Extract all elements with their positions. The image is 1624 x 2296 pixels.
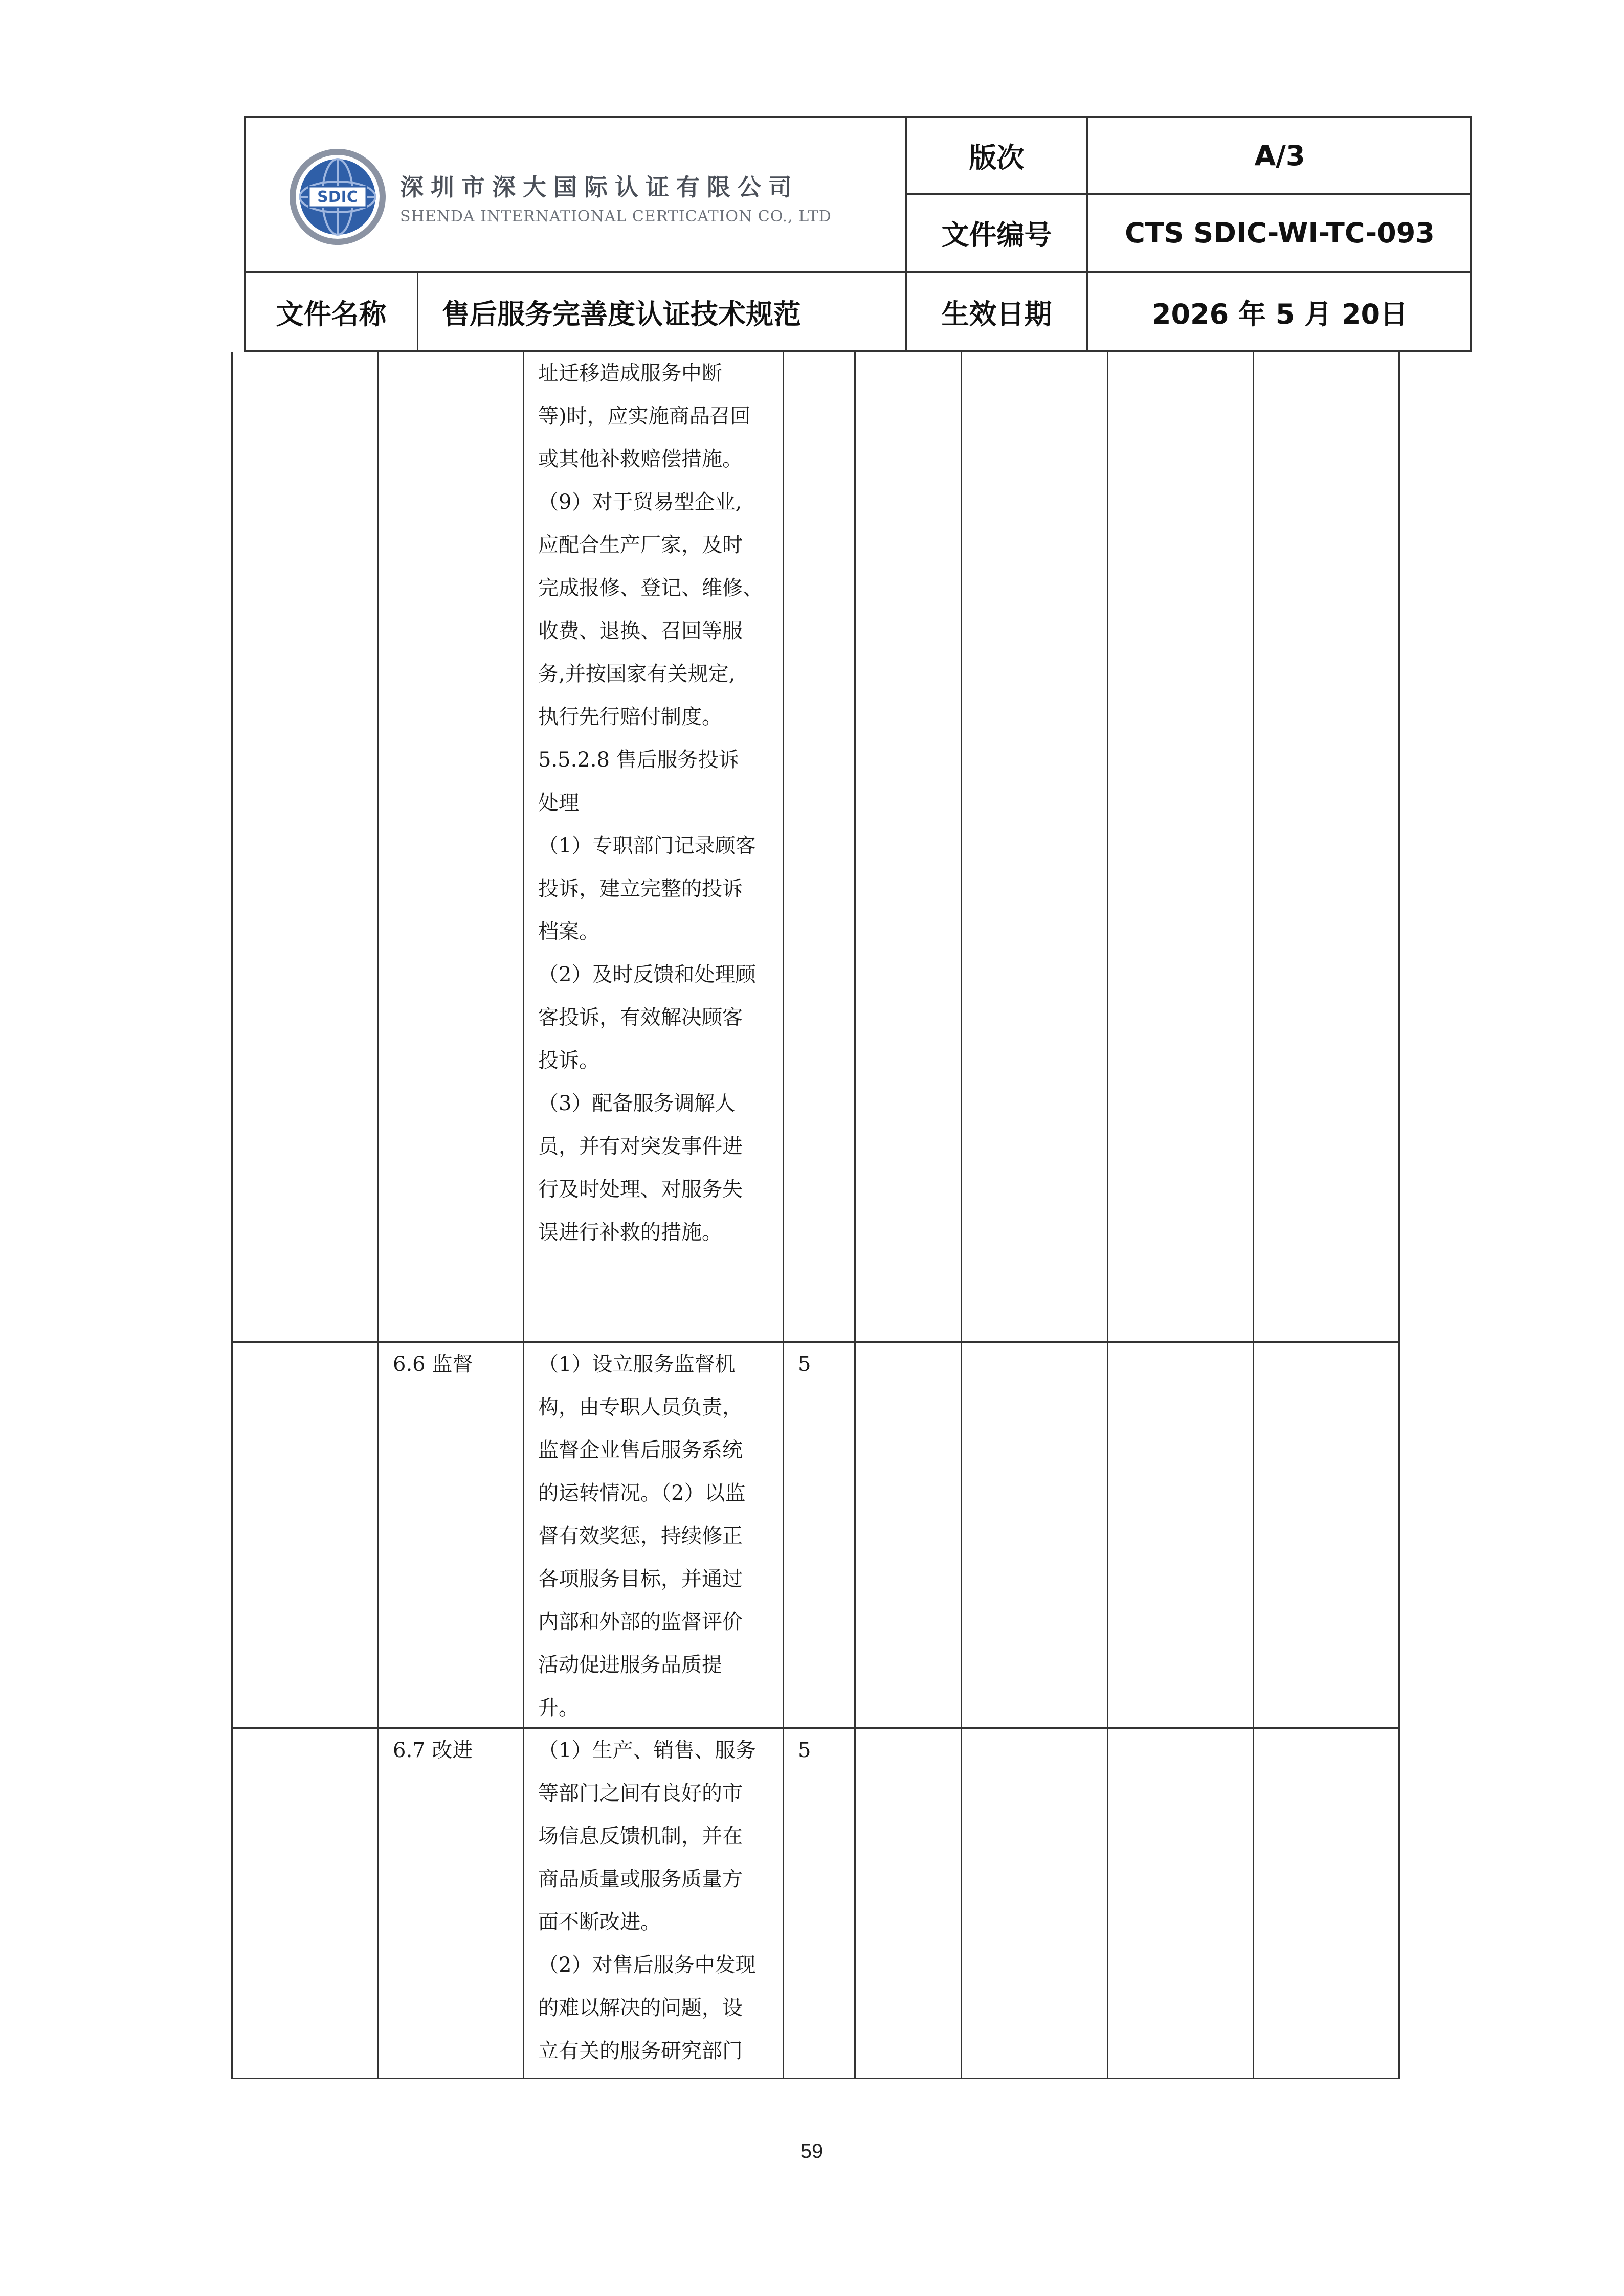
- item-cell: 6.6 监督: [393, 1353, 473, 1376]
- page-number: 59: [800, 2140, 824, 2163]
- doc-name-value: 售后服务完善度认证技术规范: [442, 298, 801, 330]
- sdic-globe-logo-icon: [286, 146, 389, 248]
- company-name-en: SHENDA INTERNATIONAL CERTICATION CO., LTD: [400, 207, 832, 226]
- content-cell: （1）设立服务监督机 构，由专职人员负责， 监督企业售后服务系统 的运转情况。（2）以监 督有效奖惩，持续修正 各项服务目标，并通过 内部和外部的监督评价 活动促进服务品质提 升。: [538, 1353, 746, 1720]
- table-row: [231, 1729, 1400, 2079]
- content-cell: （1）生产、销售、服务 等部门之间有良好的市 场信息反馈机制，并在 商品质量或服务质量方 面不断改进。 （2）对售后服务中发现 的难以解决的问题，设 立有关的服务研究部门: [538, 1739, 756, 2063]
- doc-name-label: 文件名称: [276, 298, 387, 330]
- table-row: [231, 352, 1400, 1341]
- doc-number-value: CTS SDIC-WI-TC-093: [1125, 217, 1435, 249]
- score-cell: 5: [798, 1739, 811, 1762]
- effective-date-value: 2026 年 5 月 20日: [1151, 298, 1408, 330]
- doc-number-label: 文件编号: [941, 219, 1052, 251]
- score-cell: 5: [798, 1353, 811, 1376]
- version-value: A/3: [1254, 139, 1305, 172]
- version-label: 版次: [969, 141, 1025, 174]
- company-name-cn: 深圳市深大国际认证有限公司: [400, 173, 799, 201]
- item-cell: 6.7 改进: [393, 1739, 473, 1762]
- content-cell: 址迁移造成服务中断 等)时，应实施商品召回 或其他补救赔偿措施。 （9）对于贸易型企业, 应配合生产厂家，及时 完成报修、登记、维修、 收费、退换、召回等服 务,并按国家有关规定, 执行先行赔付制度。 5.5.2.8 售后服务投诉 处理 （1）专职部门记录顾客 投诉，建立完整的投诉 档案。 （2）及时反馈和处理顾 客投诉，有效解决顾客 投诉。 （3）配备服务调解人 员，并有对突发事件进 行及时处理、对服务失 误进行补救的措施。: [538, 362, 763, 1244]
- logo-text: SDIC: [317, 188, 358, 206]
- table-row: [231, 1343, 1400, 1727]
- company-logo-block: [286, 146, 895, 248]
- effective-date-label: 生效日期: [941, 298, 1052, 330]
